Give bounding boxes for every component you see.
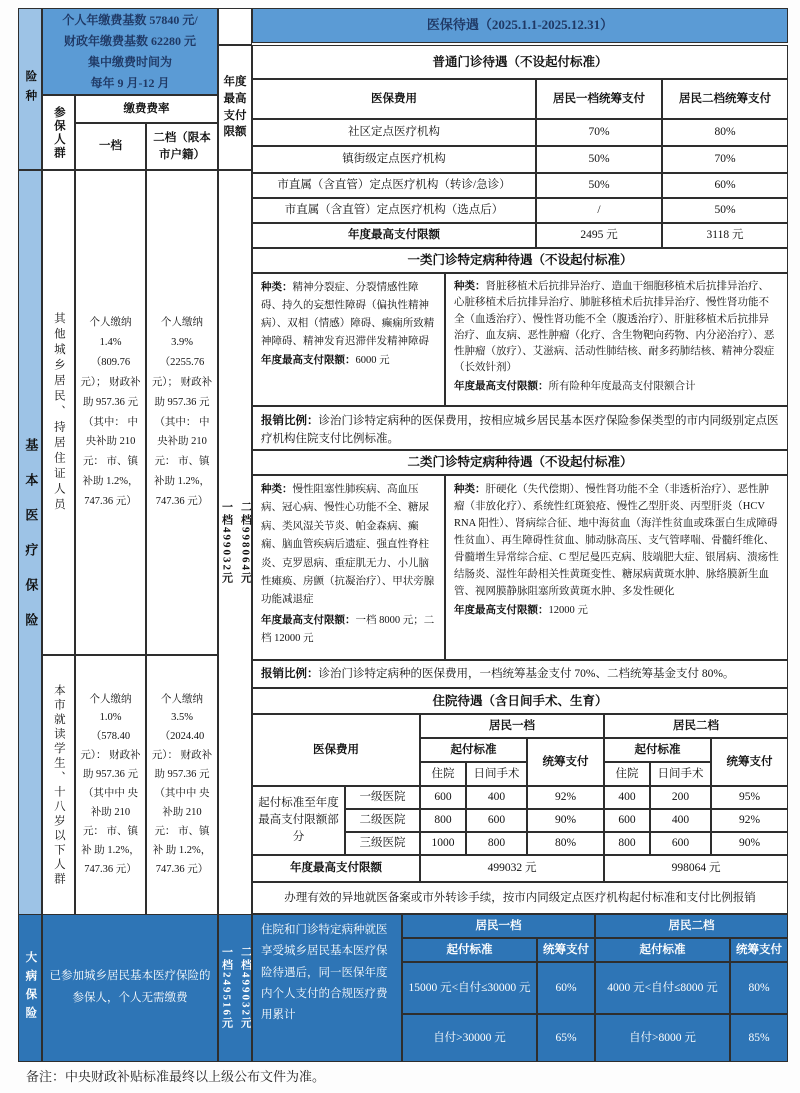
insurance-type-header: 险种 <box>18 8 42 170</box>
special1-right-types <box>454 279 779 377</box>
hosp-row3-t1in: 1000 <box>420 832 466 855</box>
special2-ratio-cell <box>252 660 788 688</box>
hosp-row3-t1pay: 80% <box>527 832 604 855</box>
hosp-tier2-header: 居民二档 <box>604 714 788 738</box>
basic-insurance-label: 基本医疗保险 <box>18 170 42 915</box>
special2-ratio-text: 诊治门诊特定病种的医保费用，一档统筹基金支付 70%、二档统筹基金支付 80%。 <box>318 668 735 680</box>
hosp-row2-t1in: 800 <box>420 809 466 832</box>
outpatient-row-name: 社区定点医疗机构 <box>252 119 536 146</box>
outpatient-row-name: 市直属（含直管）定点医疗机构（选点后） <box>252 198 536 223</box>
hosp-row1-t2day: 200 <box>650 786 711 809</box>
major-row2-t2pay: 85% <box>730 1014 788 1062</box>
special2-left-types-text: 慢性阻塞性肺疾病、高血压病、冠心病、慢性心功能不全、糖尿病、类风湿关节炎、帕金森病、癫痫、脑血管疾病后遗症、强直性脊柱炎、克罗恩病、重症肌无力、小儿脑性瘫痪、房颤（抗凝治疗）、甲状旁腺功能减退症 <box>261 484 435 606</box>
outpatient-limit-tier2: 3118 元 <box>662 223 788 248</box>
outpatient-title: 普通门诊待遇（不设起付标准） <box>252 45 788 79</box>
outpatient-limit-tier1: 2495 元 <box>536 223 662 248</box>
hosp-t2-inpatient-header: 住院 <box>604 762 650 786</box>
major-row2-t1pay: 65% <box>537 1014 595 1062</box>
group2-tier1-rate: 个人缴纳 1.0% （578.40 元）： 财政补助 957.36 元 （其中中 央补助 210 元： 市、镇补 助 1.2%， 747.36 元） <box>75 655 146 915</box>
hosp-row2-t1day: 600 <box>466 809 527 832</box>
outpatient-row-val: / <box>536 198 662 223</box>
outpatient-col-tier1: 居民一档统筹支付 <box>536 79 662 119</box>
outpatient-row-name: 镇街级定点医疗机构 <box>252 146 536 173</box>
outpatient-row-val: 70% <box>536 119 662 146</box>
benefits-title: 医保待遇（2025.1.1-2025.12.31） <box>252 8 788 43</box>
major-illness-description: 住院和门诊特定病种就医享受城乡居民基本医疗保险待遇后，同一医保年度内个人支付的合规医疗费用累计 <box>252 914 402 1062</box>
hosp-tier1-header: 居民一档 <box>420 714 604 738</box>
outpatient-row-val: 50% <box>536 146 662 173</box>
hosp-limit-tier1: 499032 元 <box>420 855 604 882</box>
base-line-1: 个人年缴费基数 57840 元/ <box>62 12 198 27</box>
special1-left-limit <box>261 352 436 370</box>
special2-right-limit-value: 12000 元 <box>548 605 588 616</box>
types-label: 种类： <box>261 282 293 293</box>
hosp-t1-pooled-header: 统筹支付 <box>527 738 604 786</box>
major-tier1-header: 居民一档 <box>402 914 595 938</box>
major-row2-t2range: 自付>8000 元 <box>595 1014 730 1062</box>
hospitalization-title: 住院待遇（含日间手术、生育） <box>252 688 788 714</box>
major-row1-t1pay: 60% <box>537 962 595 1014</box>
major-tier2-header: 居民二档 <box>595 914 788 938</box>
special1-right-limit-value: 所有险种年度最高支付限额合计 <box>548 380 696 392</box>
hosp-row3-name: 三级医院 <box>345 832 420 855</box>
remote-treatment-note: 办理有效的异地就医备案或市外转诊手续，按市内同级定点医疗机构起付标准和支付比例报销 <box>252 882 788 914</box>
hosp-t2-pooled-header: 统筹支付 <box>711 738 788 786</box>
major-limit-tier2: 二档499032元 <box>239 946 252 1030</box>
hosp-row1-t1pay: 92% <box>527 786 604 809</box>
hosp-fee-header: 医保费用 <box>252 714 420 786</box>
major-t1-deductible-header: 起付标准 <box>402 938 537 962</box>
hosp-row2-t2day: 400 <box>650 809 711 832</box>
limit-label: 年度最高支付限额： <box>261 614 356 626</box>
hosp-row3-t1day: 800 <box>466 832 527 855</box>
outpatient-row-val: 50% <box>662 198 788 223</box>
limit-label: 年度最高支付限额： <box>454 380 549 392</box>
insured-group-header: 参保人群 <box>42 95 75 170</box>
limit-label: 年度最高支付限额： <box>454 605 549 616</box>
special1-left-cell <box>252 273 445 406</box>
outpatient-row-val: 80% <box>662 119 788 146</box>
special2-left-limit <box>261 612 436 649</box>
special1-ratio-text: 诊治门诊特定病种的医保费用，按相应城乡居民基本医疗保险参保类型的市内同级别定点医疗机构住院支付比例标准。 <box>261 415 779 446</box>
hosp-t2-deductible-header: 起付标准 <box>604 738 711 762</box>
major-t2-pooled-header: 统筹支付 <box>730 938 788 962</box>
special1-left-types <box>261 279 436 350</box>
types-label: 种类： <box>454 281 486 292</box>
hosp-row2-t2in: 600 <box>604 809 650 832</box>
hosp-row2-t1pay: 90% <box>527 809 604 832</box>
annual-limit-header: 年度最高支付限额 <box>218 45 252 170</box>
basic-annual-limit-cell <box>218 170 252 915</box>
hosp-row3-t2in: 800 <box>604 832 650 855</box>
special2-left-cell <box>252 475 445 660</box>
hosp-limit-tier2: 998064 元 <box>604 855 788 882</box>
hosp-row-label: 起付标准至年度最高支付限额部分 <box>252 786 345 855</box>
outpatient-limit-label: 年度最高支付限额 <box>252 223 536 248</box>
special1-right-cell <box>445 273 788 406</box>
hosp-row2-name: 二级医院 <box>345 809 420 832</box>
special1-right-limit <box>454 379 779 395</box>
basic-limit-tier1: 一档499032元 <box>220 500 233 585</box>
special1-right-types-text: 肾脏移植术后抗排异治疗、造血干细胞移植术后抗排异治疗、心脏移植术后抗排异治疗、肺脏移植术后抗排异治疗、慢性肾功能不全（血透治疗）、慢性肾功能不全（腹透治疗）、肝脏移植术后抗排异治疗、血友病、恶性肿瘤（化疗、含生物靶向药物、内分泌治疗）、恶性肿瘤（放疗）、艾滋病、活动性肺结核、耐多药肺结核、精神分裂症（长效针剂） <box>454 281 775 374</box>
special2-left-types <box>261 481 436 610</box>
outpatient-col-tier2: 居民二档统筹支付 <box>662 79 788 119</box>
special2-right-types-text: 肝硬化（失代偿期）、慢性肾功能不全（非透析治疗）、恶性肿瘤（非放化疗）、系统性红斑狼疮、慢性乙型肝炎、丙型肝炎（HCV RNA 阳性）、肾病综合征、地中海贫血（海洋性贫血或珠蛋白生成障碍性贫血）、再生障碍性贫血、肺动脉高压、支气管哮喘、骨髓纤维化、骨髓增生异常综合症、C 型尼曼匹克病、肢端肥大症、银屑病、溃疡性结肠炎、湿性年龄相关性黄斑变性、糖尿病黄斑水肿、脉络膜新生血管、视网膜静脉阻塞所致黄斑水肿、多发性硬化 <box>454 484 779 597</box>
tier2-header: 二档（限本市户籍） <box>146 123 218 170</box>
special1-title: 一类门诊特定病种待遇（不设起付标准） <box>252 248 788 273</box>
special2-right-types <box>454 481 779 600</box>
hosp-t1-inpatient-header: 住院 <box>420 762 466 786</box>
basic-limit-tier2: 二档998064元 <box>239 500 252 585</box>
hosp-limit-label: 年度最高支付限额 <box>252 855 420 882</box>
hosp-t1-deductible-header: 起付标准 <box>420 738 527 762</box>
hosp-t1-daysurgery-header: 日间手术 <box>466 762 527 786</box>
hosp-row1-t2pay: 95% <box>711 786 788 809</box>
major-row1-t2pay: 80% <box>730 962 788 1014</box>
hosp-row1-t1day: 400 <box>466 786 527 809</box>
major-illness-label: 大病保险 <box>18 914 42 1062</box>
hosp-row1-t2in: 400 <box>604 786 650 809</box>
base-line-3: 集中缴费时间为 <box>87 54 172 69</box>
special1-ratio-cell <box>252 406 788 450</box>
group2-tier2-rate: 个人缴纳 3.5% （2024.40 元）： 财政补助 957.36 元 （其中中 央补助 210 元： 市、镇补 助 1.2%， 747.36 元） <box>146 655 218 915</box>
base-line-2: 财政年缴费基数 62280 元 <box>63 33 196 48</box>
empty-corner-cell <box>218 8 252 45</box>
special1-left-limit-value: 6000 元 <box>355 355 390 367</box>
hosp-row3-t2pay: 90% <box>711 832 788 855</box>
major-row1-t1range: 15000 元<自付≤30000 元 <box>402 962 537 1014</box>
special2-title: 二类门诊特定病种待遇（不设起付标准） <box>252 450 788 475</box>
ratio-label: 报销比例： <box>261 668 319 680</box>
outpatient-col-fee: 医保费用 <box>252 79 536 119</box>
hosp-row1-t1in: 600 <box>420 786 466 809</box>
major-row2-t1range: 自付>30000 元 <box>402 1014 537 1062</box>
base-line-4: 每年 9 月-12 月 <box>90 75 170 90</box>
ratio-label: 报销比例： <box>261 415 319 427</box>
special2-left-limit-value: 一档 8000 元；二档 12000 元 <box>261 614 435 644</box>
major-illness-eligibility: 已参加城乡居民基本医疗保险的参保人，个人无需缴费 <box>42 914 218 1062</box>
major-row1-t2range: 4000 元<自付≤8000 元 <box>595 962 730 1014</box>
outpatient-row-val: 70% <box>662 146 788 173</box>
contribution-base-cell <box>42 8 218 95</box>
footer-note: 备注：中央财政补贴标准最终以上级公布文件为准。 <box>26 1069 326 1084</box>
outpatient-row-val: 50% <box>536 173 662 198</box>
group2-name: 本市就读学生、十八岁以下人群 <box>42 655 75 915</box>
major-t1-pooled-header: 统筹支付 <box>537 938 595 962</box>
hosp-row3-t2day: 600 <box>650 832 711 855</box>
types-label: 种类： <box>454 484 486 495</box>
rate-header: 缴费费率 <box>75 95 218 123</box>
outpatient-row-name: 市直属（含直管）定点医疗机构（转诊/急诊） <box>252 173 536 198</box>
special2-right-cell <box>445 475 788 660</box>
tier1-header: 一档 <box>75 123 146 170</box>
special1-left-types-text: 精神分裂症、分裂情感性障碍、持久的妄想性障碍（偏执性精神病）、双相（情感）障碍、癫痫所致精神障碍、精神发育迟滞伴发精神障碍 <box>261 282 435 347</box>
special2-right-limit <box>454 602 779 619</box>
types-label: 种类： <box>261 484 293 495</box>
major-limit-tier1: 一档249516元 <box>220 946 233 1030</box>
major-t2-deductible-header: 起付标准 <box>595 938 730 962</box>
group1-tier1-rate: 个人缴纳 1.4% （809.76 元）； 财政补助 957.36 元 （其中： 中央补助 210 元： 市、镇补助 1.2%， 747.36 元） <box>75 170 146 655</box>
limit-label: 年度最高支付限额： <box>261 355 356 367</box>
major-illness-limit-cell <box>218 914 252 1062</box>
outpatient-row-val: 60% <box>662 173 788 198</box>
group1-name: 其他城乡居民、持居住证人员 <box>42 170 75 655</box>
hosp-row2-t2pay: 92% <box>711 809 788 832</box>
hosp-row1-name: 一级医院 <box>345 786 420 809</box>
group1-tier2-rate: 个人缴纳 3.9% （2255.76 元）； 财政补助 957.36 元 （其中： 中央补助 210 元： 市、镇补助 1.2%， 747.36 元） <box>146 170 218 655</box>
hosp-t2-daysurgery-header: 日间手术 <box>650 762 711 786</box>
